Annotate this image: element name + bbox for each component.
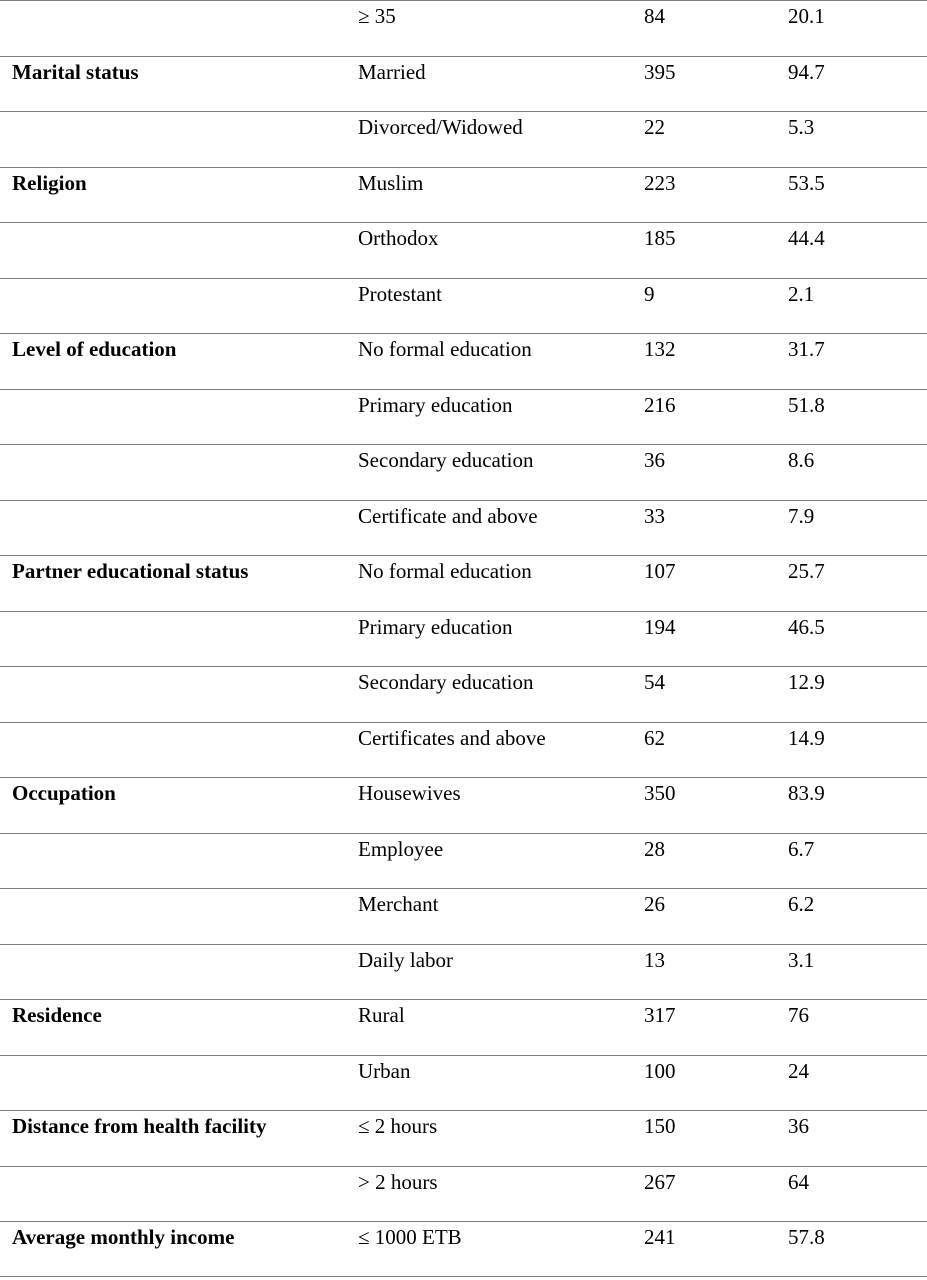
table-row (0, 666, 927, 722)
count-cell: 33 (644, 503, 665, 528)
percent-cell: 7.9 (788, 503, 815, 528)
category-cell: Secondary education (358, 670, 534, 694)
count-cell: 54 (644, 670, 665, 694)
count-cell: 350 (644, 781, 676, 805)
category-cell: Secondary education (358, 448, 534, 472)
percent-cell: 20.1 (788, 4, 825, 28)
table-row (0, 555, 927, 611)
count-cell: 107 (644, 559, 676, 583)
category-cell: No formal education (358, 337, 532, 361)
category-cell: Certificates and above (358, 725, 546, 750)
table-row (0, 1221, 927, 1277)
count-cell: 132 (644, 337, 676, 361)
variable-cell: Marital status (12, 59, 139, 84)
table-row (0, 833, 927, 889)
category-cell: Urban (358, 1058, 411, 1083)
count-cell: 267 (644, 1169, 676, 1194)
category-cell: Daily labor (358, 947, 454, 972)
table-row (0, 333, 927, 389)
variable-cell: Religion (12, 170, 87, 195)
variable-cell: Level of education (12, 337, 177, 361)
count-cell: 150 (644, 1114, 676, 1138)
count-cell: 194 (644, 614, 676, 639)
count-cell: 13 (644, 947, 665, 972)
category-cell: Primary education (358, 392, 513, 417)
category-cell: Merchant (358, 892, 439, 916)
percent-cell: 24 (788, 1058, 809, 1083)
percent-cell: 76 (788, 1003, 809, 1027)
table-row (0, 722, 927, 778)
table-row (0, 278, 927, 334)
table-row (0, 167, 927, 223)
table-row (0, 1166, 927, 1222)
percent-cell: 36 (788, 1114, 809, 1138)
percent-cell: 53.5 (788, 170, 825, 195)
table-row (0, 999, 927, 1055)
count-cell: 223 (644, 170, 676, 195)
table-row (0, 777, 927, 833)
category-cell: Housewives (358, 781, 461, 805)
table-row (0, 944, 927, 1000)
count-cell: 22 (644, 115, 665, 139)
percent-cell: 5.3 (788, 115, 815, 139)
percent-cell: 44.4 (788, 226, 825, 250)
table-row (0, 111, 927, 167)
table-row (0, 222, 927, 278)
category-cell: Certificate and above (358, 503, 538, 528)
percent-cell: 6.2 (788, 892, 815, 916)
table-row (0, 56, 927, 112)
percent-cell: 3.1 (788, 947, 815, 972)
percent-cell: 46.5 (788, 614, 825, 639)
percent-cell: 83.9 (788, 781, 825, 805)
percent-cell: 14.9 (788, 725, 825, 750)
percent-cell: 51.8 (788, 392, 825, 417)
table-row (0, 389, 927, 445)
category-cell: Orthodox (358, 226, 439, 250)
category-cell: Employee (358, 836, 444, 861)
variable-cell: Average monthly income (12, 1225, 235, 1249)
category-cell: ≤ 2 hours (358, 1114, 438, 1138)
category-cell: Married (358, 59, 426, 84)
percent-cell: 94.7 (788, 59, 825, 84)
category-cell: ≥ 35 (358, 4, 396, 28)
percent-cell: 25.7 (788, 559, 825, 583)
percent-cell: 2.1 (788, 281, 815, 306)
category-cell: Divorced/Widowed (358, 115, 523, 139)
count-cell: 395 (644, 59, 676, 84)
count-cell: 28 (644, 836, 665, 861)
category-cell: Primary education (358, 614, 513, 639)
table-row (0, 0, 927, 56)
count-cell: 62 (644, 725, 665, 750)
percent-cell: 12.9 (788, 670, 825, 694)
table-row (0, 500, 927, 556)
count-cell: 241 (644, 1225, 676, 1249)
count-cell: 317 (644, 1003, 676, 1027)
table-row (0, 1055, 927, 1111)
count-cell: 36 (644, 448, 665, 472)
category-cell: ≤ 1000 ETB (358, 1225, 462, 1249)
count-cell: 185 (644, 226, 676, 250)
count-cell: 100 (644, 1058, 676, 1083)
percent-cell: 57.8 (788, 1225, 825, 1249)
category-cell: Rural (358, 1003, 405, 1027)
variable-cell: Partner educational status (12, 559, 249, 583)
percent-cell: 8.6 (788, 448, 815, 472)
table-row (0, 888, 927, 944)
category-cell: No formal education (358, 559, 532, 583)
variable-cell: Distance from health facility (12, 1114, 267, 1138)
category-cell: Protestant (358, 281, 442, 306)
percent-cell: 6.7 (788, 836, 815, 861)
table-row (0, 1110, 927, 1166)
count-cell: 216 (644, 392, 676, 417)
variable-cell: Occupation (12, 781, 116, 805)
table-row (0, 611, 927, 667)
percent-cell: 64 (788, 1169, 809, 1194)
count-cell: 26 (644, 892, 665, 916)
percent-cell: 31.7 (788, 337, 825, 361)
table-row (0, 444, 927, 500)
category-cell: > 2 hours (358, 1169, 438, 1194)
count-cell: 84 (644, 4, 665, 28)
variable-cell: Residence (12, 1003, 102, 1027)
count-cell: 9 (644, 281, 655, 306)
category-cell: Muslim (358, 170, 424, 195)
